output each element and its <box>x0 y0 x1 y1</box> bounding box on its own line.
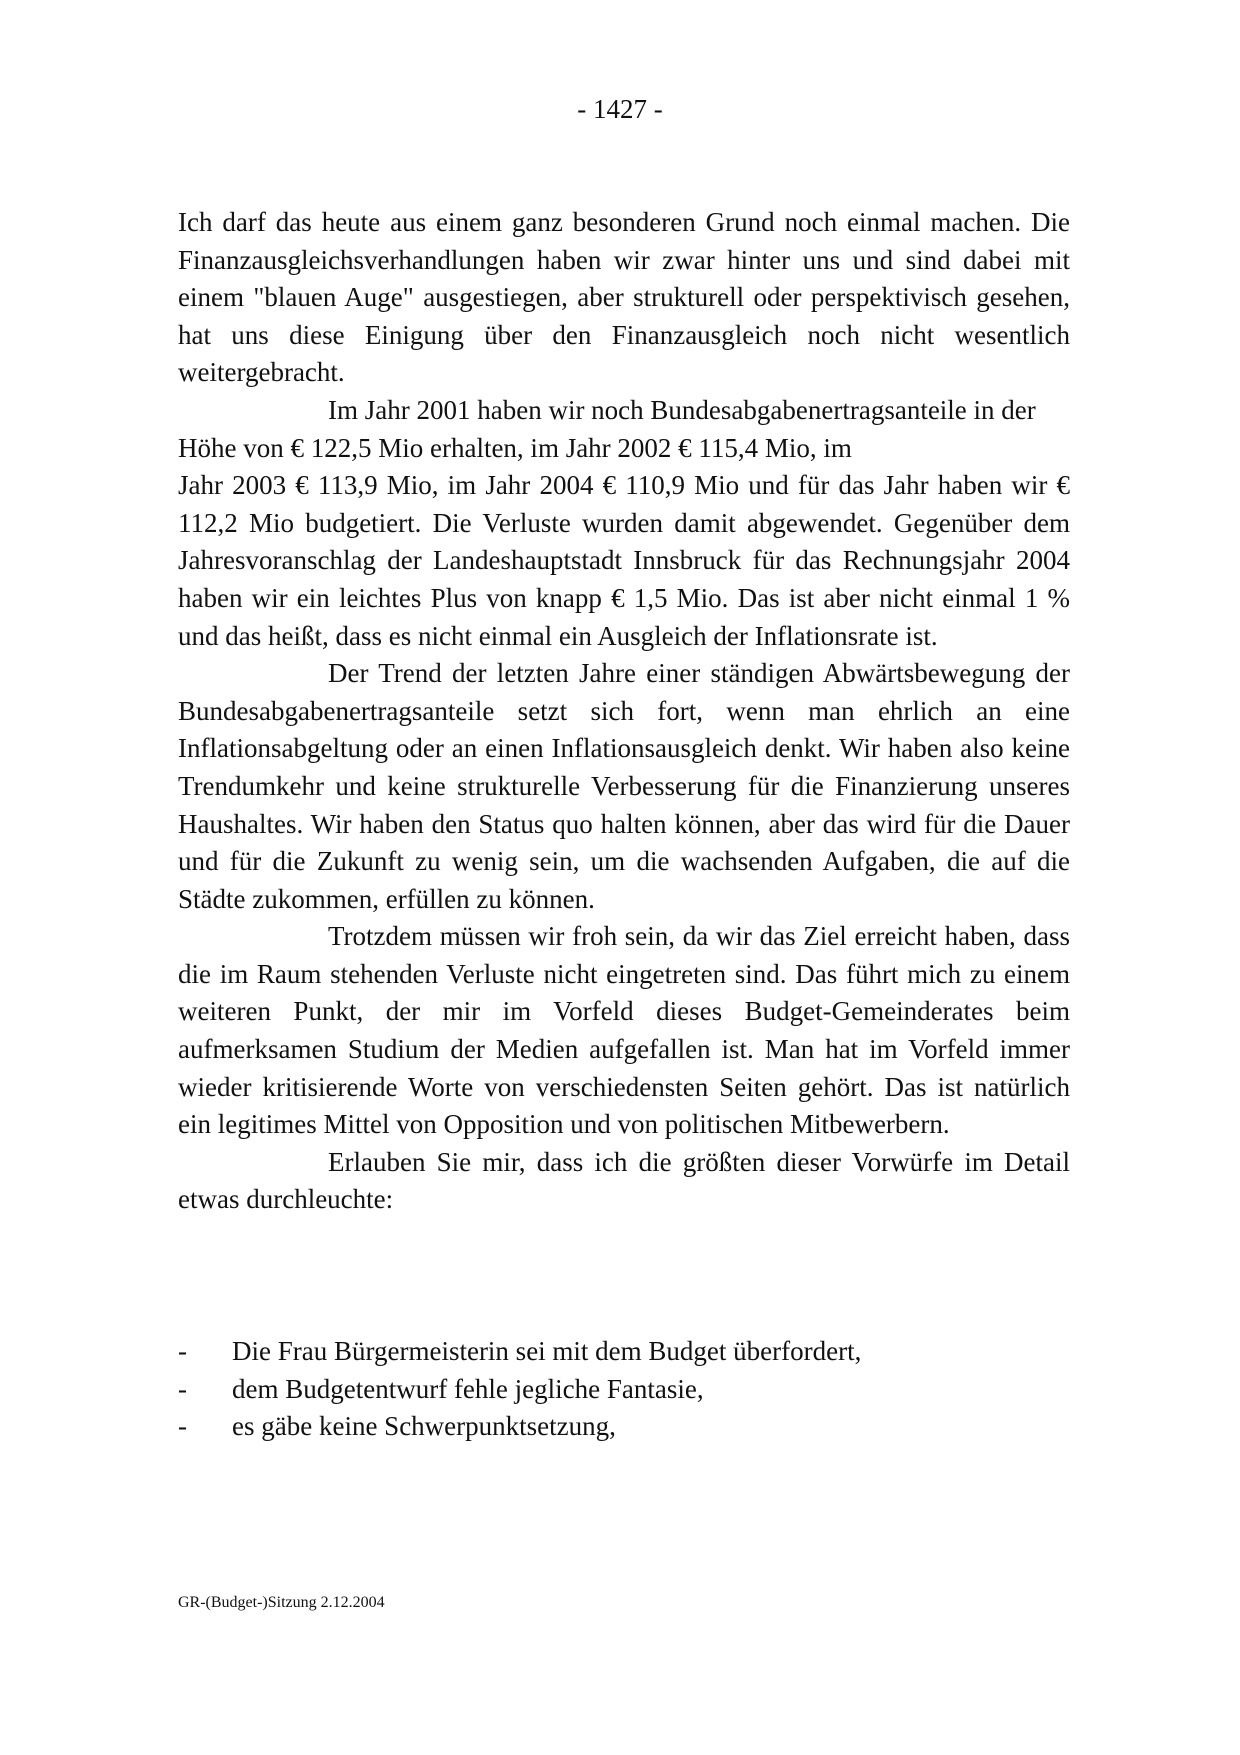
body-text <box>178 204 1070 1219</box>
paragraph: Erlauben Sie mir, dass ich die größten dieser Vorwürfe im Detail etwas durchleuchte: <box>178 1146 1070 1215</box>
dash-bullet: - <box>178 1411 187 1442</box>
list-item <box>178 1408 1070 1446</box>
paragraph: Im Jahr 2001 haben wir noch Bundesabgabenertragsanteile in der Höhe von € 122,5 Mio erhalten, im Jahr 2002 € 115,4 Mio, im <box>178 394 1036 463</box>
paragraph: Trotzdem müssen wir froh sein, da wir das Ziel erreicht haben, dass die im Raum stehenden Verluste nicht eingetreten sind. Das führt mich zu einem weiteren Punkt, der mir im Vorfeld dieses Budget-Gemeinderates beim aufmerksamen Studium der Medien aufgefallen ist. Man hat im Vorfeld immer wieder kritisierende Worte von verschiedensten Seiten gehört. Das ist natürlich ein legitimes Mittel von Opposition und von politischen Mitbewerbern. <box>178 921 1070 1140</box>
list-item-text: dem Budgetentwurf fehle jegliche Fantasie, <box>232 1373 704 1404</box>
paragraph: Ich darf das heute aus einem ganz besonderen Grund noch einmal machen. Die Finanzausgleichsverhandlungen haben wir zwar hinter uns und sind dabei mit einem "blauen Auge" ausgestiegen, aber strukturell oder perspektivisch gesehen, hat uns diese Einigung über den Finanzausgleich noch nicht wesentlich weitergebracht. <box>178 207 1070 388</box>
list-item <box>178 1371 1070 1409</box>
paragraph: Der Trend der letzten Jahre einer ständigen Abwärtsbewegung der Bundesabgabenertragsanteile setzt sich fort, wenn man ehrlich an eine Inflationsabgeltung oder an einen Inflationsausgleich denkt. Wir haben also keine Trendumkehr und keine strukturelle Verbesserung für die Finanzierung unseres Haushaltes. Wir haben den Status quo halten können, aber das wird für die Dauer und für die Zukunft zu wenig sein, um die wachsenden Aufgaben, die auf die Städte zukommen, erfüllen zu können. <box>178 658 1070 914</box>
dash-bullet: - <box>178 1336 187 1366</box>
page-number: - 1427 - <box>577 94 663 124</box>
paragraph: Jahr 2003 € 113,9 Mio, im Jahr 2004 € 110,9 Mio und für das Jahr haben wir € 112,2 Mio budgetiert. Die Verluste wurden damit abgewendet. Gegenüber dem Jahresvoranschlag der Landeshauptstadt Innsbruck für das Rechnungsjahr 2004 haben wir ein leichtes Plus von knapp € 1,5 Mio. Das ist aber nicht einmal 1 % und das heißt, dass es nicht einmal ein Ausgleich der Inflationsrate ist. <box>178 470 1070 651</box>
objection-list <box>178 1333 1070 1446</box>
list-item <box>178 1333 1070 1371</box>
footer-session-label: GR-(Budget-)Sitzung 2.12.2004 <box>178 1594 385 1611</box>
dash-bullet: - <box>178 1373 187 1404</box>
list-item-text: Die Frau Bürgermeisterin sei mit dem Budget überfordert, <box>232 1336 862 1366</box>
list-item-text: es gäbe keine Schwerpunktsetzung, <box>232 1411 616 1442</box>
